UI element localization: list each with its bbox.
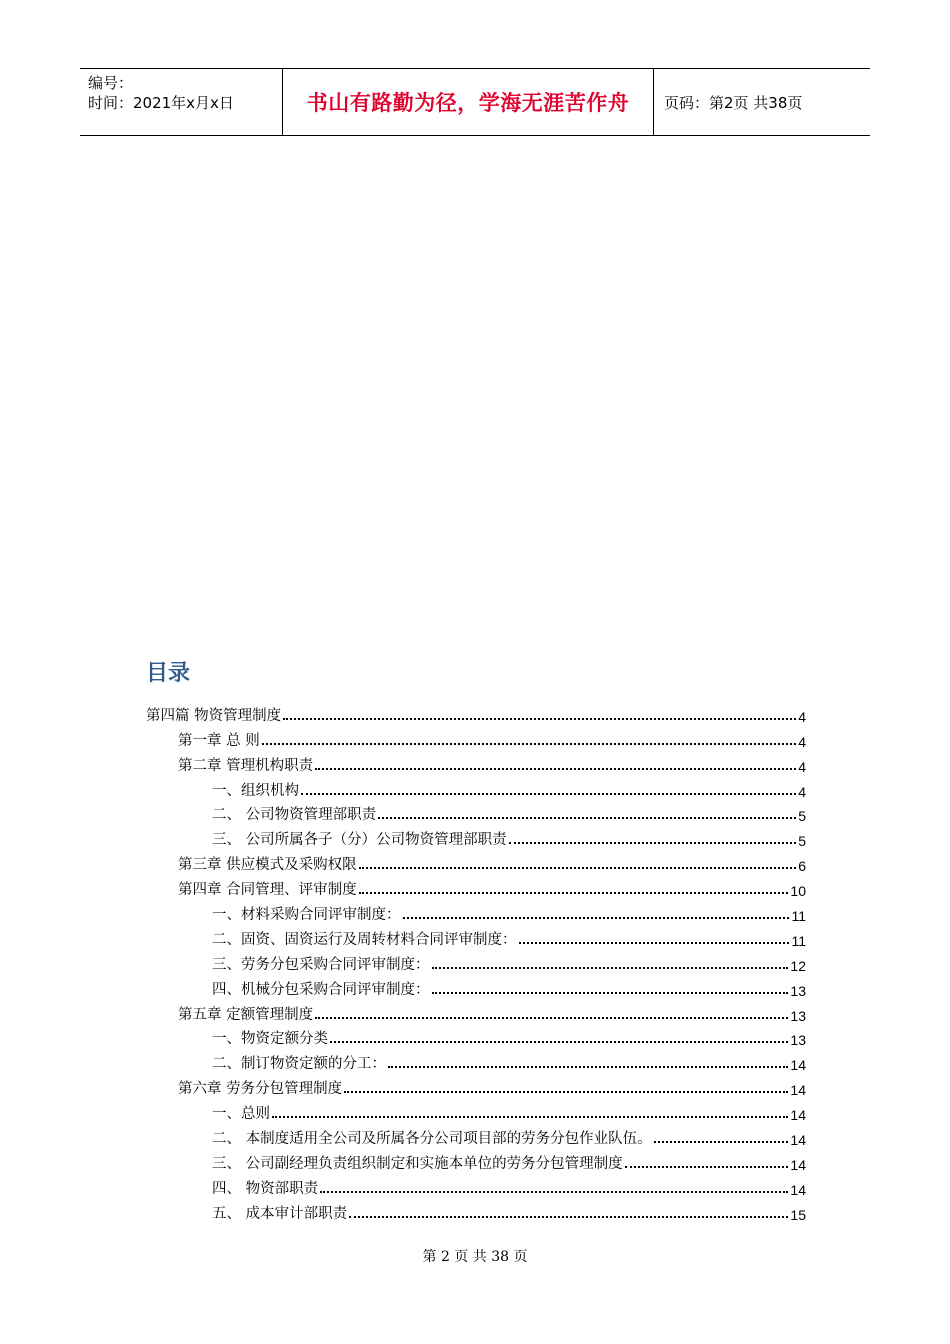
toc-entry[interactable] [146,924,806,949]
page-footer: 第 2 页 共 38 页 [422,1249,528,1265]
toc-leader-dots [262,743,796,745]
toc-leader-dots [359,892,789,894]
toc-entry-page: 10 [790,883,806,900]
toc-entry-page: 5 [798,833,806,850]
toc-entry[interactable] [146,750,806,775]
toc-entry-label: 第一章 总 则 [178,732,260,749]
page-header [80,68,870,136]
toc-entry-page: 14 [790,1181,806,1198]
toc-entry-page: 4 [798,758,806,775]
toc-leader-dots [330,1041,788,1043]
toc-leader-dots [320,1191,788,1193]
toc-entry-label: 二、制订物资定额的分工： [212,1056,386,1073]
toc-leader-dots [378,817,796,819]
toc-entry[interactable] [146,949,806,974]
toc-entry[interactable] [146,874,806,899]
toc-entry[interactable] [146,700,806,725]
toc-entry-label: 第六章 劳务分包管理制度 [178,1081,343,1098]
toc-entry-page: 11 [791,932,806,949]
toc-entry-label: 三、 公司所属各子（分）公司物资管理部职责 [212,832,507,849]
toc-leader-dots [359,867,797,869]
header-meta [80,69,282,135]
toc-entry-label: 第二章 管理机构职责 [178,757,314,774]
toc-entry[interactable] [146,1123,806,1148]
toc-entry-page: 14 [790,1107,806,1124]
toc-entry-label: 第五章 定额管理制度 [178,1006,314,1023]
toc-entry-label: 四、机械分包采购合同评审制度： [212,981,430,998]
toc-entry-label: 四、 物资部职责 [212,1180,319,1197]
toc-leader-dots [315,1017,788,1019]
toc-entry[interactable] [146,1048,806,1073]
toc-leader-dots [301,793,796,795]
toc-entry-page: 13 [790,1007,806,1024]
toc-entry-page: 5 [798,808,806,825]
toc-entry-label: 第四篇 物资管理制度 [146,707,282,724]
toc-entry-label: 三、劳务分包采购合同评审制度： [212,956,430,973]
toc-leader-dots [509,842,797,844]
toc-leader-dots [283,718,796,720]
header-motto-cell [282,69,654,135]
toc-leader-dots [349,1216,788,1218]
table-of-contents [146,700,806,1223]
toc-entry-page: 14 [790,1082,806,1099]
toc-leader-dots [654,1141,789,1143]
toc-entry[interactable] [146,1198,806,1223]
toc-entry-label: 一、材料采购合同评审制度： [212,907,401,924]
header-motto: 书山有路勤为径，学海无涯苦作舟 [306,90,630,115]
header-page-info: 页码：第2页 共38页 [664,93,803,112]
toc-entry-label: 五、 成本审计部职责 [212,1205,348,1222]
toc-leader-dots [519,942,790,944]
toc-entry-label: 一、组织机构 [212,782,299,799]
toc-entry[interactable] [146,800,806,825]
toc-leader-dots [432,967,789,969]
toc-entry-page: 15 [790,1206,806,1223]
toc-entry[interactable] [146,1173,806,1198]
toc-entry[interactable] [146,1098,806,1123]
toc-entry[interactable] [146,1073,806,1098]
toc-entry-page: 4 [798,733,806,750]
toc-entry-page: 13 [790,1032,806,1049]
toc-entry[interactable] [146,899,806,924]
toc-entry[interactable] [146,1024,806,1049]
toc-entry-page: 4 [798,783,806,800]
toc-entry-label: 第三章 供应模式及采购权限 [178,857,357,874]
toc-entry-label: 二、 本制度适用全公司及所属各分公司项目部的劳务分包作业队伍。 [212,1131,652,1148]
toc-entry-page: 14 [790,1156,806,1173]
toc-leader-dots [388,1066,788,1068]
toc-entry-page: 12 [790,957,806,974]
toc-entry[interactable] [146,775,806,800]
toc-entry-page: 4 [798,708,806,725]
toc-entry-page: 14 [790,1132,806,1149]
header-time-label: 时间：2021年x月x日 [88,94,234,112]
toc-entry[interactable] [146,974,806,999]
toc-title: 目录 [146,661,191,686]
toc-entry-page: 11 [791,908,806,925]
toc-entry-label: 二、固资、固资运行及周转材料合同评审制度： [212,931,517,948]
toc-entry[interactable] [146,1148,806,1173]
toc-entry-page: 6 [798,858,806,875]
toc-leader-dots [344,1091,788,1093]
toc-entry-label: 一、总则 [212,1106,270,1123]
toc-leader-dots [315,768,796,770]
toc-entry-label: 一、物资定额分类 [212,1031,328,1048]
toc-entry-label: 第四章 合同管理、评审制度 [178,882,357,899]
toc-entry-page: 13 [790,982,806,999]
toc-leader-dots [272,1116,788,1118]
toc-entry-label: 三、 公司副经理负责组织制定和实施本单位的劳务分包管理制度 [212,1155,623,1172]
toc-entry-page: 14 [790,1057,806,1074]
toc-entry[interactable] [146,725,806,750]
toc-entry[interactable] [146,824,806,849]
header-number-label: 编号： [88,74,134,92]
toc-leader-dots [625,1166,789,1168]
toc-entry[interactable] [146,849,806,874]
toc-leader-dots [403,917,790,919]
toc-entry-label: 二、 公司物资管理部职责 [212,807,377,824]
toc-leader-dots [432,992,789,994]
toc-entry[interactable] [146,999,806,1024]
